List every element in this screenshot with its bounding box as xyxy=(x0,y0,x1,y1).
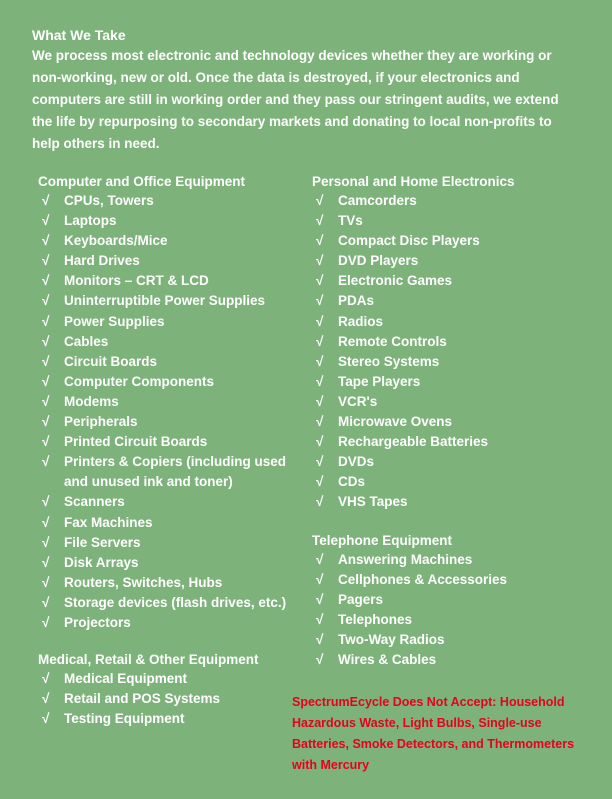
computer-heading: Computer and Office Equipment xyxy=(38,174,246,189)
checkmark-icon: √ xyxy=(42,253,50,269)
list-item-label: Printed Circuit Boards xyxy=(64,434,208,450)
list-item xyxy=(312,492,602,512)
list-item xyxy=(38,452,308,492)
list-item-label: Computer Components xyxy=(64,373,214,389)
list-item xyxy=(38,231,308,251)
checkmark-icon: √ xyxy=(42,393,50,409)
checkmark-icon: √ xyxy=(316,253,324,269)
list-item-label: Printers & Copiers (including used and unused ink and toner) xyxy=(64,454,287,490)
checkmark-icon: √ xyxy=(42,313,50,329)
list-item-label: Electronic Games xyxy=(338,273,453,289)
telephone-heading: Telephone Equipment xyxy=(312,533,453,548)
medical-heading: Medical, Retail & Other Equipment xyxy=(38,652,259,667)
list-item-label: File Servers xyxy=(64,534,141,550)
checkmark-icon: √ xyxy=(316,414,324,430)
list-item-label: VCR's xyxy=(338,393,378,409)
list-item-label: Laptops xyxy=(64,213,117,229)
list-item-label: Circuit Boards xyxy=(64,353,158,369)
list-item xyxy=(312,432,602,452)
list-item-label: Stereo Systems xyxy=(338,353,440,369)
personal-section xyxy=(312,172,602,513)
checkmark-icon: √ xyxy=(316,592,324,608)
checkmark-icon: √ xyxy=(42,333,50,349)
list-item xyxy=(38,709,308,729)
checkmark-icon: √ xyxy=(316,632,324,648)
list-item xyxy=(312,392,602,412)
list-item xyxy=(38,492,308,512)
list-item-label: PDAs xyxy=(338,293,375,309)
checkmark-icon: √ xyxy=(42,273,50,289)
checkmark-icon: √ xyxy=(42,293,50,309)
list-item xyxy=(38,312,308,332)
checkmark-icon: √ xyxy=(42,554,50,570)
checkmark-icon: √ xyxy=(42,691,50,707)
list-item xyxy=(312,291,602,311)
list-item-label: Keyboards/Mice xyxy=(64,233,168,249)
checkmark-icon: √ xyxy=(316,293,324,309)
checkmark-icon: √ xyxy=(316,193,324,208)
list-item xyxy=(312,372,602,392)
list-item-label: TVs xyxy=(338,213,363,229)
checkmark-icon: √ xyxy=(42,671,50,686)
personal-heading: Personal and Home Electronics xyxy=(312,174,515,189)
list-item-label: Telephones xyxy=(338,612,413,628)
list-item-label: Microwave Ovens xyxy=(338,414,453,430)
list-item-label: Scanners xyxy=(64,494,125,510)
checkmark-icon: √ xyxy=(316,393,324,409)
checkmark-icon: √ xyxy=(316,353,324,369)
list-item xyxy=(38,613,308,633)
list-item xyxy=(312,590,602,610)
computer-section xyxy=(38,172,308,633)
list-item xyxy=(312,412,602,432)
list-item xyxy=(38,332,308,352)
list-item xyxy=(312,570,602,590)
list-item xyxy=(38,191,308,211)
list-item xyxy=(312,211,602,231)
list-item-label: Routers, Switches, Hubs xyxy=(64,574,223,590)
intro-title: What We Take xyxy=(32,27,126,43)
list-item xyxy=(312,610,602,630)
checkmark-icon: √ xyxy=(42,373,50,389)
checkmark-icon: √ xyxy=(316,552,324,567)
computer-list xyxy=(38,191,308,633)
checkmark-icon: √ xyxy=(42,353,50,369)
telephone-section xyxy=(312,531,602,671)
checkmark-icon: √ xyxy=(316,333,324,349)
checkmark-icon: √ xyxy=(316,612,324,628)
checkmark-icon: √ xyxy=(42,213,50,229)
list-item xyxy=(38,271,308,291)
list-item-label: Retail and POS Systems xyxy=(64,691,221,707)
checkmark-icon: √ xyxy=(316,572,324,588)
checkmark-icon: √ xyxy=(316,373,324,389)
list-item xyxy=(38,372,308,392)
list-item xyxy=(38,392,308,412)
list-item-label: Remote Controls xyxy=(338,333,447,349)
list-item-label: DVDs xyxy=(338,454,375,470)
list-item-label: Tape Players xyxy=(338,373,421,389)
list-item xyxy=(38,513,308,533)
list-item-label: VHS Tapes xyxy=(338,494,408,510)
list-item xyxy=(312,630,602,650)
list-item-label: Modems xyxy=(64,393,119,409)
list-item xyxy=(312,352,602,372)
list-item xyxy=(312,231,602,251)
list-item-label: Answering Machines xyxy=(338,552,473,567)
checkmark-icon: √ xyxy=(42,193,50,208)
list-item-label: Disk Arrays xyxy=(64,554,139,570)
checkmark-icon: √ xyxy=(42,594,50,610)
list-item xyxy=(312,332,602,352)
list-item xyxy=(38,412,308,432)
checkmark-icon: √ xyxy=(42,514,50,530)
checkmark-icon: √ xyxy=(42,233,50,249)
checkmark-icon: √ xyxy=(42,414,50,430)
checkmark-icon: √ xyxy=(42,534,50,550)
list-item xyxy=(38,573,308,593)
list-item xyxy=(312,312,602,332)
list-item-label: Camcorders xyxy=(338,193,417,208)
list-item-label: Pagers xyxy=(338,592,384,608)
list-item-label: Cables xyxy=(64,333,109,349)
list-item-label: Medical Equipment xyxy=(64,671,188,686)
list-item-label: CDs xyxy=(338,474,366,490)
checkmark-icon: √ xyxy=(42,614,50,630)
telephone-list xyxy=(312,550,602,671)
checkmark-icon: √ xyxy=(316,434,324,450)
checkmark-icon: √ xyxy=(316,652,324,668)
medical-list xyxy=(38,669,308,729)
medical-section xyxy=(38,650,308,729)
checkmark-icon: √ xyxy=(316,233,324,249)
checkmark-icon: √ xyxy=(316,213,324,229)
list-item-label: Peripherals xyxy=(64,414,138,430)
list-item-label: Two-Way Radios xyxy=(338,632,445,648)
list-item-label: Wires & Cables xyxy=(338,652,437,668)
list-item xyxy=(312,550,602,570)
list-item xyxy=(38,669,308,689)
list-item-label: CPUs, Towers xyxy=(64,193,154,208)
list-item xyxy=(312,452,602,472)
list-item-label: Power Supplies xyxy=(64,313,165,329)
list-item xyxy=(312,251,602,271)
list-item xyxy=(312,271,602,291)
checkmark-icon: √ xyxy=(316,273,324,289)
list-item xyxy=(38,432,308,452)
list-item-label: Projectors xyxy=(64,614,131,630)
list-item-label: Monitors – CRT & LCD xyxy=(64,273,209,289)
list-item-label: Cellphones & Accessories xyxy=(338,572,508,588)
checkmark-icon: √ xyxy=(42,711,50,727)
checkmark-icon: √ xyxy=(316,313,324,329)
list-item-label: Hard Drives xyxy=(64,253,140,269)
list-item xyxy=(38,251,308,271)
list-item-label: Fax Machines xyxy=(64,514,153,530)
list-item xyxy=(38,211,308,231)
list-item xyxy=(38,352,308,372)
list-item xyxy=(312,191,602,211)
checkmark-icon: √ xyxy=(316,494,324,510)
list-item xyxy=(38,291,308,311)
checkmark-icon: √ xyxy=(42,574,50,590)
list-item-label: DVD Players xyxy=(338,253,419,269)
intro-paragraph: We process most electronic and technology devices whether they are working or non-working, new or old. Once the data is destroyed, if your electronics and computers are still in working order and they pass our stringent audits, we extend the life by repurposing to secondary markets and donating to local non-profits to help others in need. xyxy=(32,48,559,151)
list-item xyxy=(38,553,308,573)
list-item-label: Uninterruptible Power Supplies xyxy=(64,293,266,309)
not-accepted-notice: SpectrumEcycle Does Not Accept: Household Hazardous Waste, Light Bulbs, Single-use Batteries, Smoke Detectors, and Thermometers with Mercury xyxy=(292,695,575,772)
list-item-label: Rechargeable Batteries xyxy=(338,434,489,450)
list-item-label: Testing Equipment xyxy=(64,711,185,727)
list-item xyxy=(312,472,602,492)
list-item xyxy=(38,689,308,709)
list-item xyxy=(38,593,308,613)
checkmark-icon: √ xyxy=(42,454,50,470)
checkmark-icon: √ xyxy=(316,474,324,490)
checkmark-icon: √ xyxy=(42,494,50,510)
list-item xyxy=(312,650,602,670)
list-item-label: Compact Disc Players xyxy=(338,233,480,249)
list-item xyxy=(38,533,308,553)
checkmark-icon: √ xyxy=(42,434,50,450)
list-item-label: Storage devices (flash drives, etc.) xyxy=(64,594,287,610)
checkmark-icon: √ xyxy=(316,454,324,470)
list-item-label: Radios xyxy=(338,313,384,329)
personal-list xyxy=(312,191,602,513)
